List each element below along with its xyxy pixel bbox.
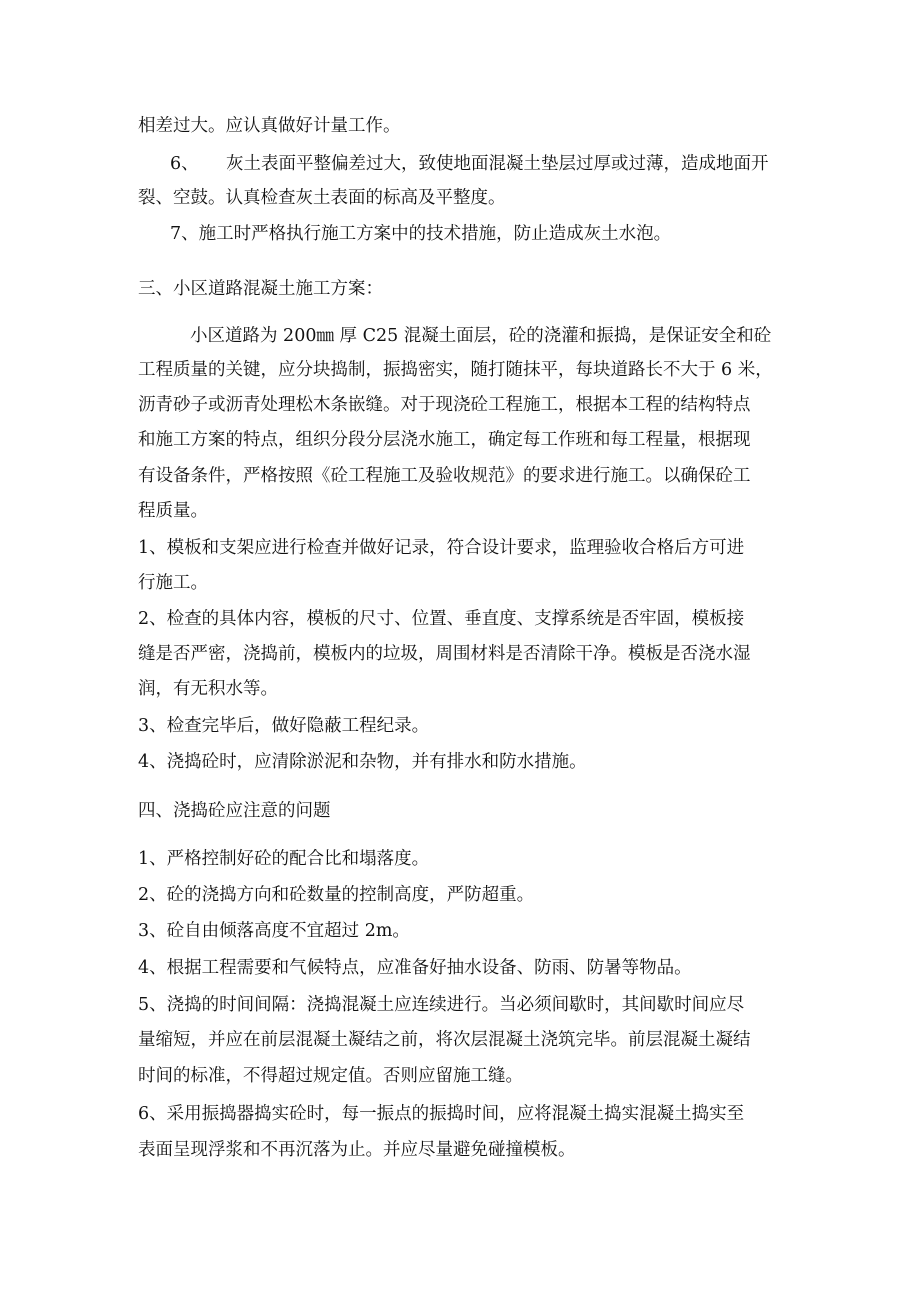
- list-item: 表面呈现浮浆和不再沉落为止。并应尽量避免碰撞模板。: [138, 1140, 576, 1160]
- list-number: 6、: [170, 154, 199, 174]
- list-item: 6、采用振捣器捣实砼时，每一振点的振捣时间，应将混凝土捣实混凝土捣实至: [138, 1104, 745, 1124]
- list-item: 润，有无积水等。: [138, 679, 278, 699]
- list-item: 1、严格控制好砼的配合比和塌落度。: [138, 849, 430, 869]
- list-item-text: 灰土表面平整偏差过大，致使地面混凝土垫层过厚或过薄，造成地面开: [226, 154, 769, 174]
- list-item: 4、根据工程需要和气候特点，应准备好抽水设备、防雨、防暑等物品。: [138, 958, 692, 978]
- paragraph-line: 程质量。: [138, 501, 208, 521]
- section-heading: 三、小区道路混凝土施工方案：: [138, 279, 383, 299]
- paragraph-line: 小区道路为 200㎜ 厚 C25 混凝土面层，砼的浇灌和振捣，是保证安全和砼: [190, 326, 772, 346]
- paragraph-line: 裂、空鼓。认真检查灰土表面的标高及平整度。: [138, 188, 506, 208]
- list-item: 缝是否严密，浇捣前，模板内的垃圾，周围材料是否清除干净。模板是否浇水湿: [138, 644, 751, 664]
- paragraph-line: 沥青砂子或沥青处理松木条嵌缝。对于现浇砼工程施工，根据本工程的结构特点: [138, 395, 751, 415]
- paragraph-line: 和施工方案的特点，组织分段分层浇水施工，确定每工作班和每工程量，根据现: [138, 430, 751, 450]
- list-item: 3、砼自由倾落高度不宜超过 2m。: [138, 921, 410, 941]
- paragraph-line: 工程质量的关键，应分块捣制，振捣密实，随打随抹平，每块道路长不大于 6 米，: [138, 360, 773, 380]
- list-item: 量缩短，并应在前层混凝土凝结之前，将次层混凝土浇筑完毕。前层混凝土凝结: [138, 1030, 751, 1050]
- paragraph-line: 有设备条件，严格按照《砼工程施工及验收规范》的要求进行施工。以确保砼工: [138, 466, 751, 486]
- list-item: 行施工。: [138, 573, 208, 593]
- list-item: 4、浇捣砼时，应清除淤泥和杂物，并有排水和防水措施。: [138, 752, 587, 772]
- paragraph-line: 相差过大。应认真做好计量工作。: [138, 116, 401, 136]
- list-item: 2、砼的浇捣方向和砼数量的控制高度，严防超重。: [138, 885, 535, 905]
- list-item: 3、检查完毕后，做好隐蔽工程纪录。: [138, 716, 430, 736]
- list-item: 时间的标准，不得超过规定值。否则应留施工缝。: [138, 1066, 523, 1086]
- list-item-6: [170, 152, 769, 176]
- list-item: 2、检查的具体内容，模板的尺寸、位置、垂直度、支撑系统是否牢固，模板接: [138, 609, 745, 629]
- section-heading: 四、浇捣砼应注意的问题: [138, 801, 331, 821]
- list-item: 1、模板和支架应进行检查并做好记录，符合设计要求，监理验收合格后方可进: [138, 538, 745, 558]
- list-item: 5、浇捣的时间间隔：浇捣混凝土应连续进行。当必须间歇时，其间歇时间应尽: [138, 995, 745, 1015]
- list-item-7: 7、施工时严格执行施工方案中的技术措施，防止造成灰土水泡。: [170, 224, 672, 244]
